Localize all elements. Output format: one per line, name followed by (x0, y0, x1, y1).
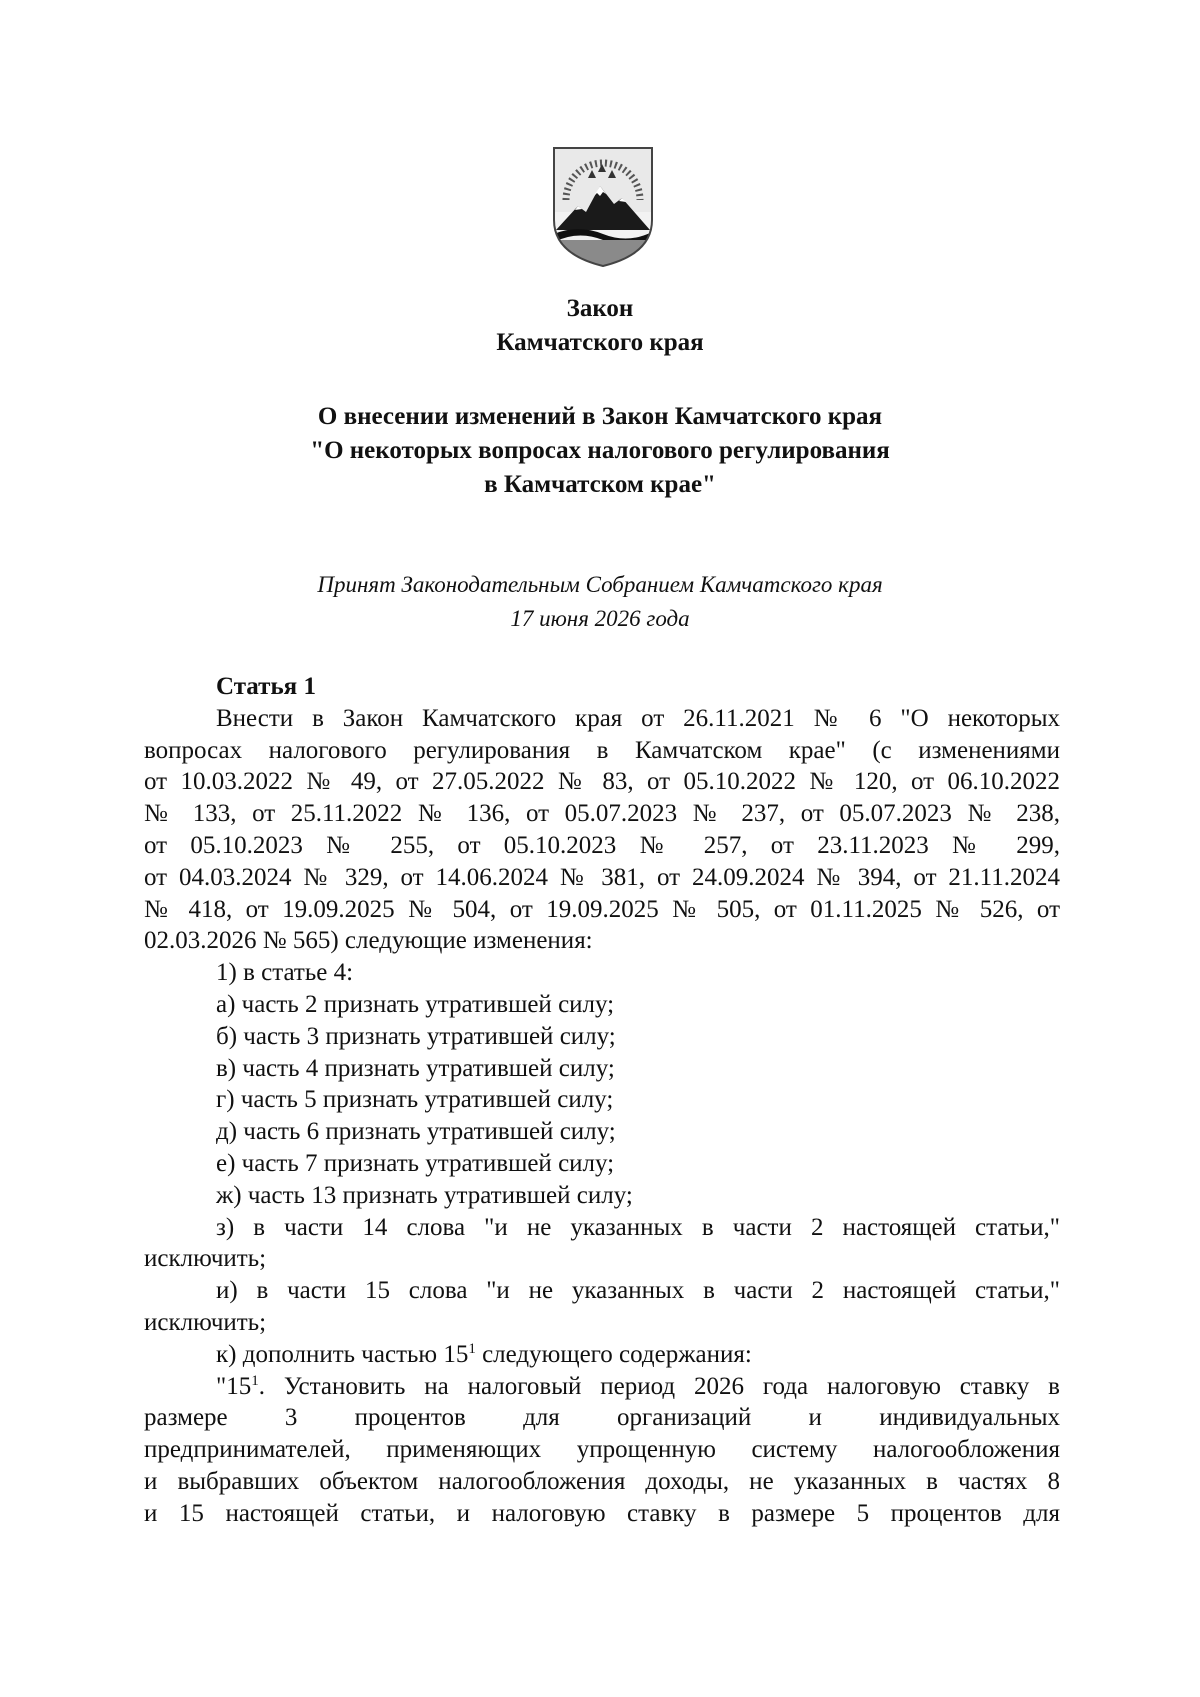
adoption-date: 17 июня 2026 года (510, 606, 690, 631)
paragraph-line: от 04.03.2024 № 329, от 14.06.2024 № 381, от 24.09.2024 № 394, от 21.11.2024 (144, 863, 1060, 891)
list-item (144, 1339, 1060, 1371)
list-item-continuation: исключить; (144, 1245, 267, 1273)
law-region: Камчатского края (496, 329, 704, 356)
list-item: в) часть 4 признать утратившей силу; (216, 1054, 615, 1082)
law-title (0, 400, 1200, 502)
law-body (144, 671, 1060, 1530)
paragraph-line: № 418, от 19.09.2025 № 504, от 19.09.2025 № 505, от 01.11.2025 № 526, от (144, 895, 1060, 923)
quoted-paragraph-line: размере 3 процентов для организаций и индивидуальных (144, 1404, 1060, 1432)
superscript: 1 (251, 1372, 259, 1389)
list-item: и) в части 15 слова "и не указанных в части 2 настоящей статьи," (216, 1277, 1060, 1305)
law-header (0, 292, 1200, 360)
kamchatka-coat-of-arms-icon (548, 142, 658, 270)
point-heading: 1) в статье 4: (216, 959, 354, 987)
item-text: "15 (216, 1372, 252, 1400)
paragraph-line: 02.03.2026 № 565) следующие изменения: (144, 927, 593, 955)
law-word: Закон (566, 295, 634, 322)
adoption-line: Принят Законодательным Собранием Камчатского края (317, 572, 883, 597)
quoted-paragraph-line (144, 1371, 1060, 1403)
paragraph-line: вопросах налогового регулирования в Камчатском крае" (с изменениями (144, 736, 1060, 764)
item-text: . Установить на налоговый период 2026 года налоговую ставку в (258, 1372, 1060, 1400)
paragraph-line: от 05.10.2023 № 255, от 05.10.2023 № 257, от 23.11.2023 № 299, (144, 831, 1060, 859)
quoted-paragraph-line: и выбравших объектом налогообложения доходы, не указанных в частях 8 (144, 1467, 1060, 1495)
paragraph-line: Внести в Закон Камчатского края от 26.11.2021 № 6 "О некоторых (216, 704, 1060, 732)
list-item: д) часть 6 признать утратившей силу; (216, 1118, 616, 1146)
quoted-paragraph-line: и 15 настоящей статьи, и налоговую ставку в размере 5 процентов для (144, 1499, 1060, 1527)
superscript: 1 (468, 1340, 476, 1357)
paragraph-line: № 133, от 25.11.2022 № 136, от 05.07.2023 № 237, от 05.07.2023 № 238, (144, 800, 1060, 828)
law-title-line: в Камчатском крае" (484, 471, 716, 498)
law-title-line: "О некоторых вопросах налогового регулирования (310, 437, 890, 464)
list-item: а) часть 2 признать утратившей силу; (216, 990, 615, 1018)
list-item: г) часть 5 признать утратившей силу; (216, 1086, 614, 1114)
list-item-continuation: исключить; (144, 1308, 267, 1336)
item-text: к) дополнить частью 15 (216, 1340, 469, 1368)
list-item: е) часть 7 признать утратившей силу; (216, 1149, 615, 1177)
list-item: ж) часть 13 признать утратившей силу; (216, 1181, 633, 1209)
quoted-paragraph-line: предпринимателей, применяющих упрощенную систему налогообложения (144, 1436, 1060, 1464)
paragraph-line: от 10.03.2022 № 49, от 27.05.2022 № 83, от 05.10.2022 № 120, от 06.10.2022 (144, 768, 1060, 796)
law-title-line: О внесении изменений в Закон Камчатского края (317, 403, 883, 430)
list-item: з) в части 14 слова "и не указанных в части 2 настоящей статьи," (216, 1213, 1060, 1241)
item-text: следующего содержания: (475, 1340, 752, 1368)
list-item: б) часть 3 признать утратившей силу; (216, 1022, 616, 1050)
adoption-note (0, 568, 1200, 636)
article-heading: Статья 1 (216, 673, 316, 700)
